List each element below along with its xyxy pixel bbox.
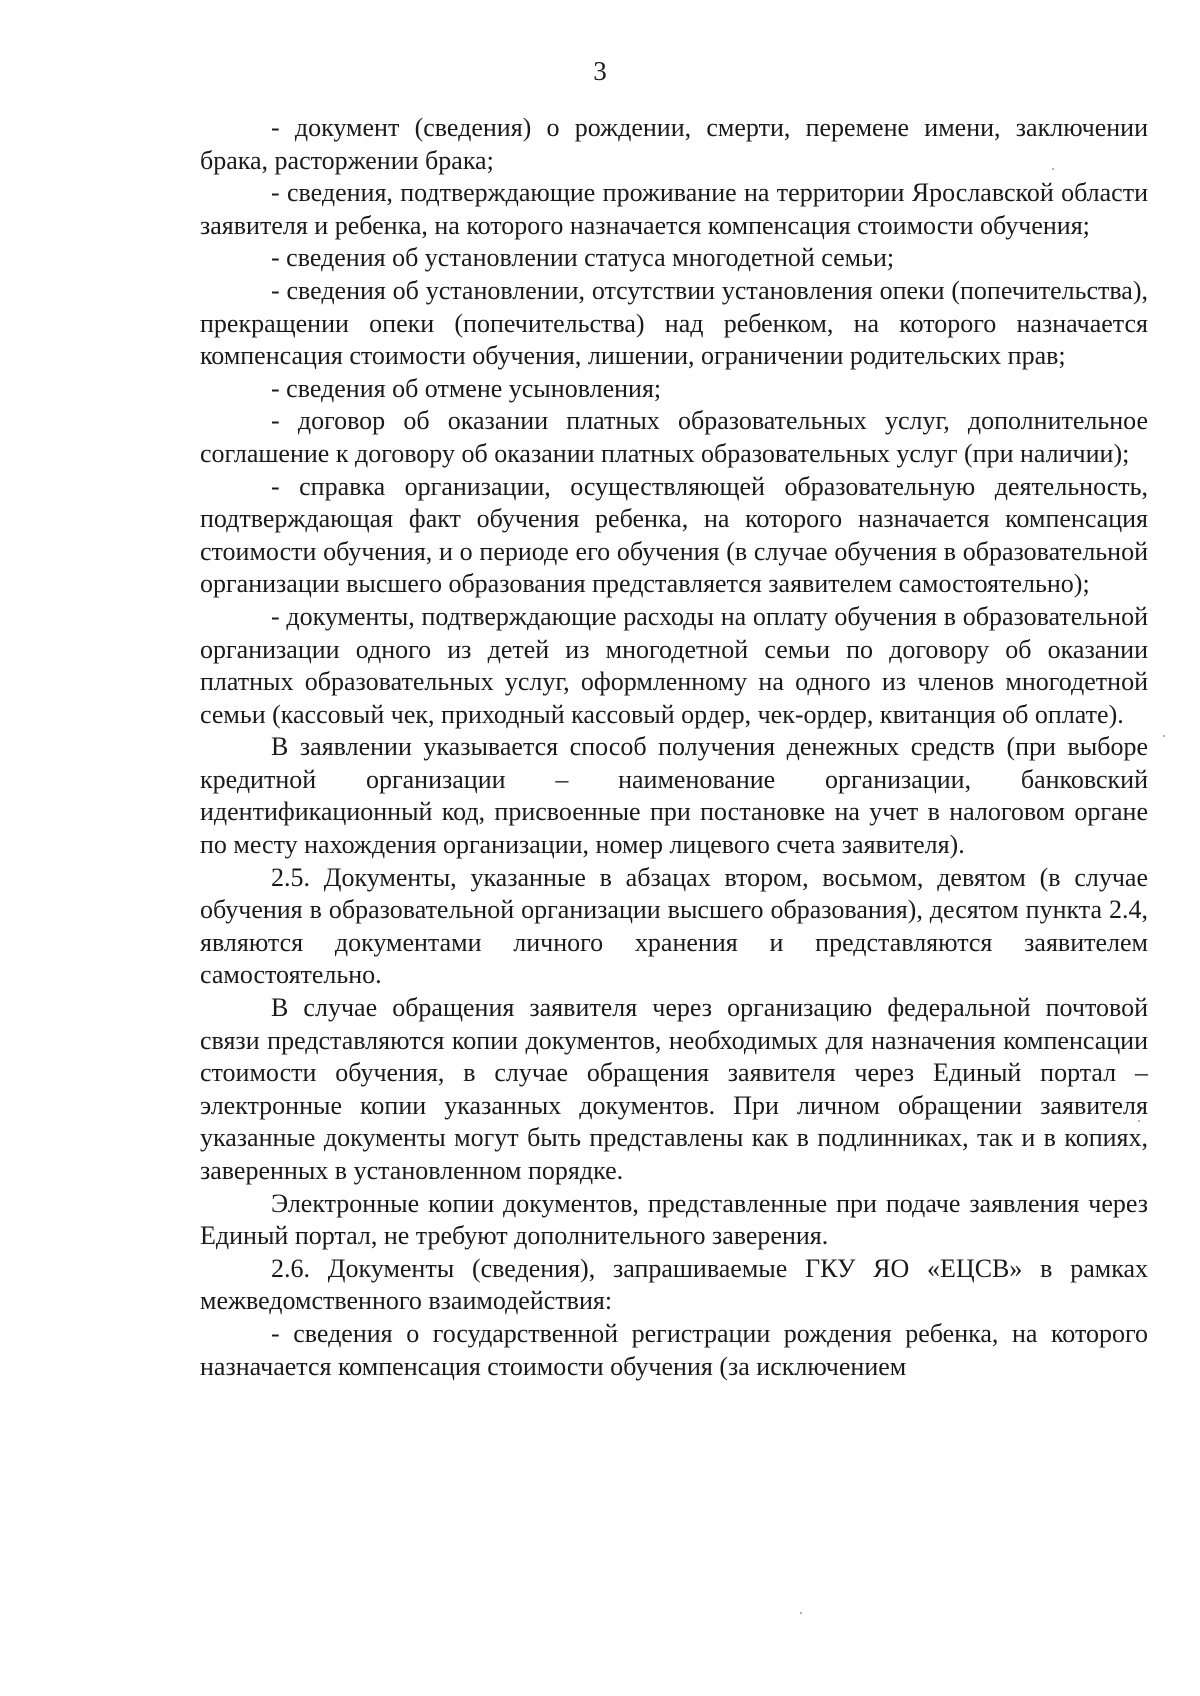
document-body [200,112,1148,1383]
paragraph: 2.5. Документы, указанные в абзацах втором, восьмом, девятом (в случае обучения в образовательной организации высшего образования), десятом пункта 2.4, являются документами личного хранения и представляются заявителем самостоятельно. [200,862,1148,990]
paragraph: - сведения, подтверждающие проживание на территории Ярославской области заявителя и ребенка, на которого назначается компенсация стоимости обучения; [200,178,1148,240]
paragraph: - договор об оказании платных образовательных услуг, дополнительное соглашение к договору об оказании платных образовательных услуг (при наличии); [200,406,1148,468]
paragraph: В заявлении указывается способ получения денежных средств (при выборе кредитной организации – наименование организации, банковский идентификационный код, присвоенные при постановке на учет в налоговом органе по месту нахождения организации, номер лицевого счета заявителя). [200,732,1148,860]
scan-speck [1138,1120,1140,1122]
paragraph: - сведения об установлении, отсутствии установления опеки (попечительства), прекращении опеки (попечительства) над ребенком, на которого назначается компенсация стоимости обучения, лишении, ограничении родительских прав; [200,275,1148,371]
paragraph: - справка организации, осуществляющей образовательную деятельность, подтверждающая факт обучения ребенка, на которого назначается компенсация стоимости обучения, и о периоде его обучения (в случае обучения в образовательной организации высшего образования представляется заявителем самостоятельно); [200,471,1148,599]
paragraph: - сведения об установлении статуса многодетной семьи; [271,243,895,273]
paragraph: В случае обращения заявителя через организацию федеральной почтовой связи представляются копии документов, необходимых для назначения компенсации стоимости обучения, в случае обращения заявителя через Единый портал – электронные копии указанных документов. При личном обращении заявителя указанные документы могут быть представлены как в подлинниках, так и в копиях, заверенных в установленном порядке. [200,993,1148,1185]
paragraph: - сведения о государственной регистрации рождения ребенка, на которого назначается компенсация стоимости обучения (за исключением [200,1318,1148,1381]
paragraph: - документы, подтверждающие расходы на оплату обучения в образовательной организации одного из детей из многодетной семьи по договору об оказании платных образовательных услуг, оформленному на одного из членов многодетной семьи (кассовый чек, приходный кассовый ордер, чек-ордер, квитанция об оплате). [200,601,1148,729]
scan-speck [1163,735,1165,737]
paragraph: Электронные копии документов, представленные при подаче заявления через Единый портал, не требуют дополнительного заверения. [200,1188,1148,1251]
scan-speck [1052,168,1054,170]
scan-speck [800,1612,802,1614]
paragraph: 2.6. Документы (сведения), запрашиваемые ГКУ ЯО «ЕЦСВ» в рамках межведомственного взаимодействия: [200,1253,1148,1316]
paragraph: - сведения об отмене усыновления; [271,373,662,403]
page-number: 3 [593,56,607,86]
paragraph: - документ (сведения) о рождении, смерти, перемене имени, заключении брака, расторжении брака; [200,113,1148,175]
